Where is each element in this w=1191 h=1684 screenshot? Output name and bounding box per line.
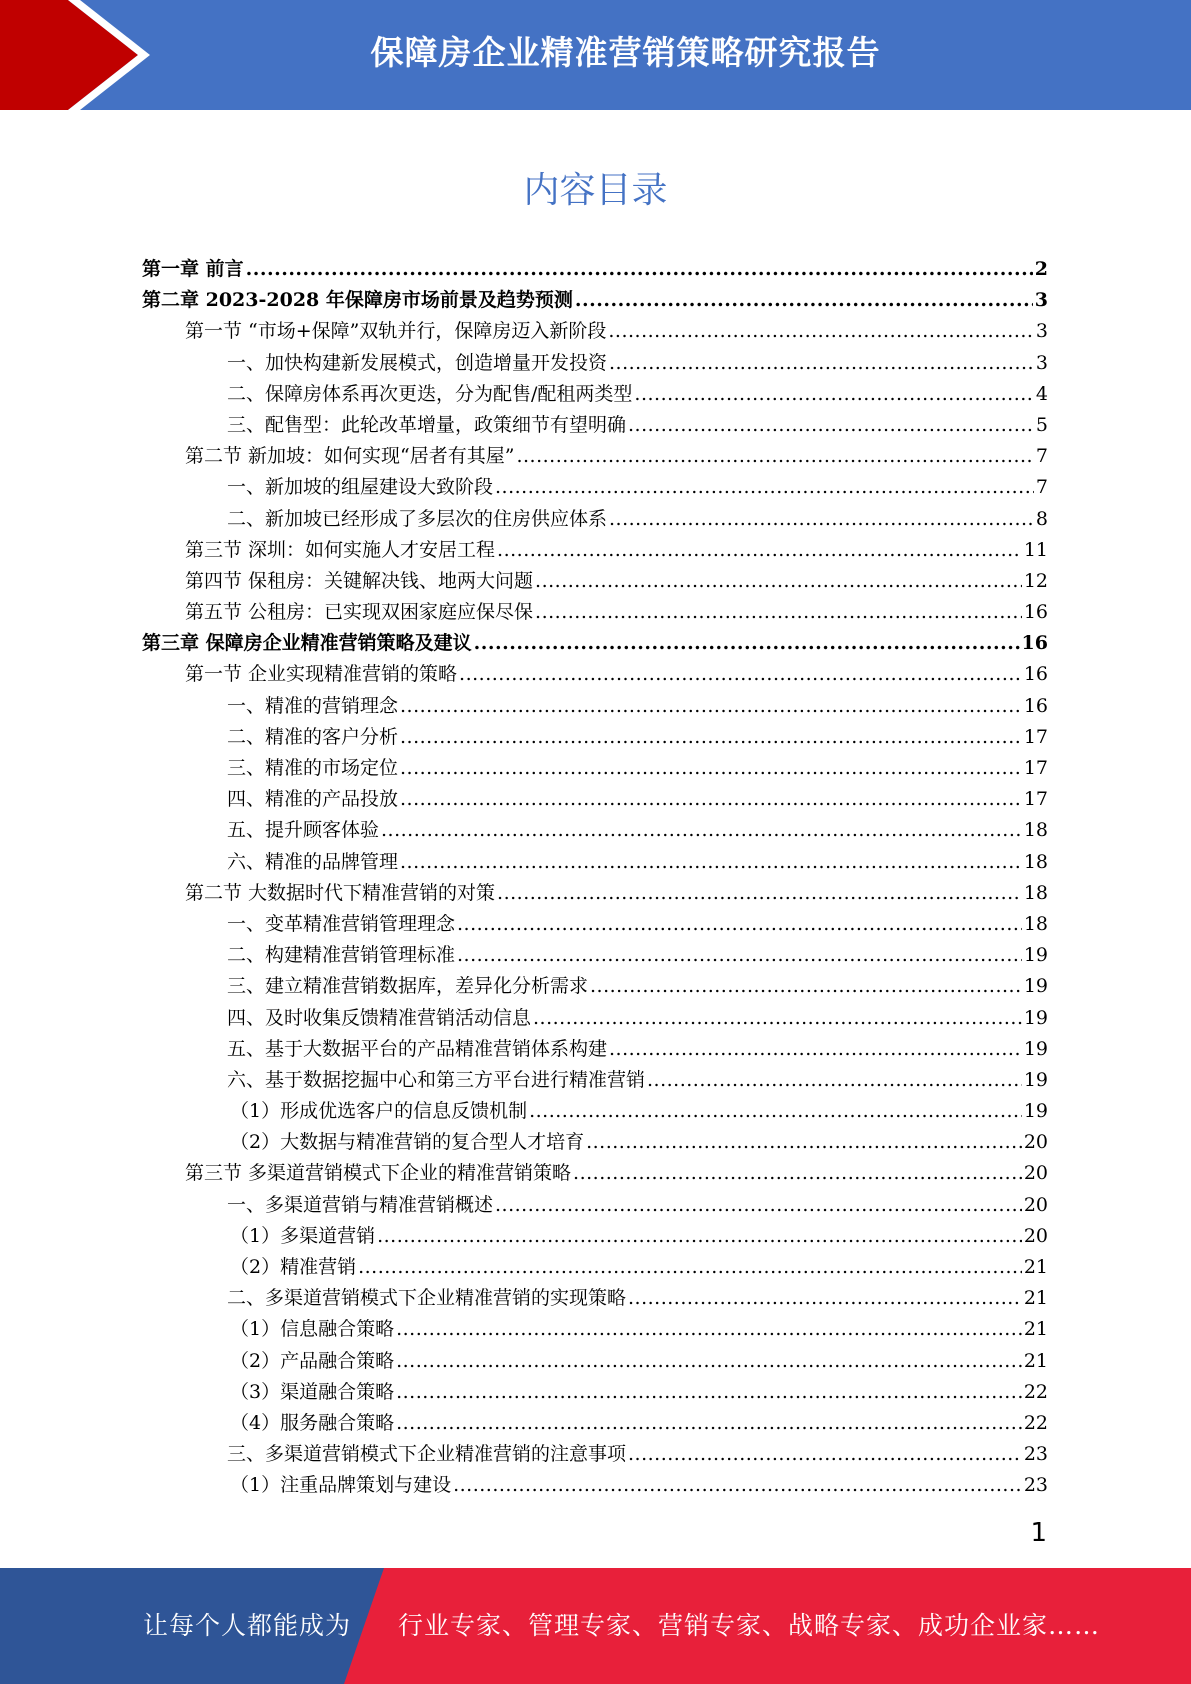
- toc-entry[interactable]: [142, 753, 1048, 784]
- toc-entry-title: 三、多渠道营销模式下企业精准营销的注意事项: [227, 1443, 627, 1466]
- toc-dot-leader: [628, 1283, 1022, 1314]
- header-banner: [0, 0, 1191, 110]
- toc-entry-title: 四、精准的产品投放: [227, 788, 399, 811]
- toc-entry-page: 22: [1023, 1380, 1048, 1403]
- toc-entry[interactable]: [142, 379, 1048, 410]
- toc-entry[interactable]: [142, 566, 1048, 597]
- toc-dot-leader: [609, 1034, 1022, 1065]
- toc-dot-leader: [457, 909, 1022, 940]
- toc-entry-page: 19: [1023, 1006, 1048, 1029]
- toc-entry-page: 19: [1023, 944, 1048, 967]
- toc-entry-title: 第一节 企业实现精准营销的策略: [185, 663, 458, 686]
- toc-entry[interactable]: [142, 348, 1048, 379]
- toc-entry-title: 二、保障房体系再次更迭，分为配售/配租两类型: [227, 382, 633, 405]
- toc-dot-leader: [400, 847, 1022, 878]
- toc-dot-leader: [459, 659, 1022, 690]
- toc-entry-title: （1）形成优选客户的信息反馈机制: [230, 1100, 528, 1123]
- toc-dot-leader: [628, 410, 1034, 441]
- toc-entry-page: 21: [1023, 1256, 1048, 1278]
- report-title: 保障房企业精准营销策略研究报告: [370, 33, 881, 72]
- toc-entry-title: 二、精准的客户分析: [227, 725, 399, 748]
- toc-entry-title: （3）渠道融合策略: [230, 1380, 395, 1403]
- toc-entry-page: 20: [1023, 1131, 1048, 1154]
- toc-entry-title: 一、变革精准营销管理理念: [227, 912, 456, 935]
- toc-entry-title: 一、精准的营销理念: [227, 694, 399, 717]
- toc-entry[interactable]: [142, 1408, 1048, 1439]
- toc-dot-leader: [609, 504, 1034, 535]
- toc-entry[interactable]: [142, 1252, 1048, 1283]
- toc-entry-title: 一、多渠道营销与精准营销概述: [227, 1193, 494, 1216]
- toc-entry-title: 第二章 2023-2028 年保障房市场前景及趋势预测: [142, 289, 573, 312]
- toc-dot-leader: [628, 1439, 1022, 1470]
- toc-entry[interactable]: [142, 1034, 1048, 1065]
- toc-entry-page: 17: [1023, 757, 1048, 779]
- toc-entry-title: 三、建立精准营销数据库，差异化分析需求: [227, 975, 589, 998]
- toc-dot-leader: [497, 878, 1022, 909]
- toc-entry[interactable]: [142, 504, 1048, 535]
- toc-entry-page: 21: [1023, 1349, 1048, 1372]
- toc-dot-leader: [453, 1470, 1022, 1501]
- toc-entry-page: 16: [1023, 694, 1048, 717]
- toc-dot-leader: [495, 1190, 1022, 1221]
- toc-entry-title: （2）大数据与精准营销的复合型人才培育: [230, 1131, 585, 1154]
- toc-entry-page: 18: [1023, 912, 1048, 935]
- toc-entry-title: 第一节 “市场+保障”双轨并行，保障房迈入新阶段: [185, 320, 607, 343]
- toc-entry[interactable]: [142, 815, 1048, 846]
- toc-entry[interactable]: [142, 254, 1048, 285]
- footer-slogan-right: 行业专家、管理专家、营销专家、战略专家、成功企业家……: [398, 1611, 1101, 1640]
- toc-entry[interactable]: [142, 316, 1048, 347]
- page-number: 1: [1030, 1518, 1047, 1548]
- toc-entry-page: 3: [1035, 320, 1048, 343]
- toc-entry[interactable]: [142, 659, 1048, 690]
- toc-entry[interactable]: [142, 1065, 1048, 1096]
- toc-entry-title: （2）精准营销: [230, 1256, 357, 1278]
- toc-entry-title: 二、构建精准营销管理标准: [227, 944, 456, 967]
- toc-entry-page: 17: [1023, 725, 1048, 748]
- toc-entry-title: 第三节 多渠道营销模式下企业的精准营销策略: [185, 1162, 572, 1185]
- toc-entry-title: 第一章 前言: [142, 258, 244, 280]
- toc-entry-page: 3: [1035, 351, 1048, 374]
- toc-entry-title: 第五节 公租房：已实现双困家庭应保尽保: [185, 601, 534, 624]
- toc-dot-leader: [246, 254, 1033, 285]
- toc-entry-title: （1）注重品牌策划与建设: [230, 1474, 452, 1497]
- toc-entry-title: 一、新加坡的组屋建设大致阶段: [227, 476, 494, 499]
- toc-dot-leader: [396, 1408, 1022, 1439]
- toc-entry[interactable]: [142, 1439, 1048, 1470]
- toc-entry-title: 六、精准的品牌管理: [227, 850, 399, 873]
- toc-entry-page: 2: [1034, 258, 1048, 280]
- toc-entry-page: 18: [1023, 850, 1048, 873]
- toc-dot-leader: [396, 1377, 1022, 1408]
- toc-dot-leader: [396, 1346, 1022, 1377]
- toc-entry-title: 第二节 新加坡：如何实现“居者有其屋”: [185, 445, 515, 468]
- toc-entry[interactable]: [142, 1003, 1048, 1034]
- toc-entry-title: 四、及时收集反馈精准营销活动信息: [227, 1006, 532, 1029]
- toc-entry-page: 4: [1035, 382, 1048, 405]
- toc-entry-page: 11: [1023, 538, 1048, 561]
- toc-dot-leader: [609, 348, 1034, 379]
- toc-entry[interactable]: [142, 1127, 1048, 1158]
- toc-entry[interactable]: [142, 597, 1048, 628]
- toc-entry[interactable]: [142, 285, 1048, 316]
- toc-dot-leader: [516, 441, 1033, 472]
- toc-entry-title: 一、加快构建新发展模式，创造增量开发投资: [227, 351, 608, 374]
- toc-entry[interactable]: [142, 909, 1048, 940]
- toc-entry-page: 3: [1034, 289, 1048, 312]
- toc-entry-page: 7: [1035, 476, 1048, 499]
- toc-dot-leader: [529, 1096, 1022, 1127]
- toc-dot-leader: [400, 722, 1022, 753]
- toc-dot-leader: [575, 285, 1033, 316]
- toc-entry-page: 23: [1023, 1474, 1048, 1497]
- toc-entry-title: 五、提升顾客体验: [227, 819, 380, 842]
- toc-entry-page: 22: [1023, 1411, 1048, 1434]
- toc-entry-page: 7: [1035, 445, 1048, 468]
- toc-entry-title: 第三节 深圳：如何实施人才安居工程: [185, 538, 496, 561]
- toc-entry-page: 16: [1021, 632, 1048, 655]
- toc-entry-page: 8: [1035, 507, 1048, 530]
- toc-entry-title: （2）产品融合策略: [230, 1349, 395, 1372]
- toc-entry-page: 18: [1023, 881, 1048, 904]
- toc-entry[interactable]: [142, 940, 1048, 971]
- toc-dot-leader: [533, 1003, 1022, 1034]
- toc-dot-leader: [535, 597, 1022, 628]
- toc-entry-page: 19: [1023, 1100, 1048, 1123]
- footer-slogan-left: 让每个人都能成为: [143, 1611, 352, 1640]
- toc-entry-page: 20: [1023, 1224, 1048, 1247]
- toc-entry-page: 19: [1023, 1037, 1048, 1060]
- toc-entry-page: 20: [1023, 1193, 1048, 1216]
- toc-dot-leader: [647, 1065, 1022, 1096]
- toc-dot-leader: [457, 940, 1022, 971]
- toc-entry[interactable]: [142, 628, 1048, 659]
- toc-entry[interactable]: [142, 971, 1048, 1002]
- toc-dot-leader: [474, 628, 1020, 659]
- toc-entry[interactable]: [142, 1377, 1048, 1408]
- toc-entry-page: 18: [1023, 819, 1048, 842]
- toc-entry[interactable]: [142, 1221, 1048, 1252]
- toc-entry[interactable]: [142, 441, 1048, 472]
- toc-entry[interactable]: [142, 1283, 1048, 1314]
- toc-dot-leader: [495, 472, 1034, 503]
- toc-entry-title: 第二节 大数据时代下精准营销的对策: [185, 881, 496, 904]
- toc-dot-leader: [381, 815, 1022, 846]
- toc-entry[interactable]: [142, 1470, 1048, 1501]
- toc-entry-page: 12: [1023, 569, 1048, 592]
- toc-entry[interactable]: [142, 472, 1048, 503]
- toc-entry[interactable]: [142, 722, 1048, 753]
- toc-entry-page: 19: [1023, 1068, 1048, 1091]
- toc-entry-title: （1）多渠道营销: [230, 1224, 376, 1247]
- toc-dot-leader: [400, 691, 1022, 722]
- toc-entry-page: 21: [1023, 1318, 1048, 1341]
- toc-entry[interactable]: [142, 1190, 1048, 1221]
- toc-dot-leader: [608, 316, 1034, 347]
- toc-entry[interactable]: [142, 878, 1048, 909]
- toc-heading: 内容目录: [523, 170, 668, 211]
- toc-entry-title: 五、基于大数据平台的产品精准营销体系构建: [227, 1037, 608, 1060]
- header-arrow-decoration: [0, 0, 150, 110]
- toc-dot-leader: [573, 1158, 1022, 1189]
- toc-entry-title: 第四节 保租房：关键解决钱、地两大问题: [185, 569, 534, 592]
- toc-dot-leader: [590, 971, 1022, 1002]
- toc-entry-title: 三、精准的市场定位: [227, 757, 399, 779]
- toc-entry[interactable]: [142, 1096, 1048, 1127]
- toc-entry[interactable]: [142, 1314, 1048, 1345]
- toc-entry-page: 23: [1023, 1443, 1048, 1466]
- toc-entry-page: 21: [1023, 1287, 1048, 1310]
- toc-dot-leader: [634, 379, 1034, 410]
- toc-dot-leader: [535, 566, 1022, 597]
- toc-entry-title: 六、基于数据挖掘中心和第三方平台进行精准营销: [227, 1068, 646, 1091]
- toc-entry[interactable]: [142, 691, 1048, 722]
- toc-entry-page: 16: [1023, 663, 1048, 686]
- toc-entry[interactable]: [142, 1158, 1048, 1189]
- toc-dot-leader: [377, 1221, 1022, 1252]
- toc-entry-title: 三、配售型：此轮改革增量，政策细节有望明确: [227, 413, 627, 436]
- toc-entry-title: 二、新加坡已经形成了多层次的住房供应体系: [227, 507, 608, 530]
- toc-entry-page: 20: [1023, 1162, 1048, 1185]
- toc-entry-title: 二、多渠道营销模式下企业精准营销的实现策略: [227, 1287, 627, 1310]
- table-of-contents: [142, 254, 1048, 1502]
- toc-dot-leader: [586, 1127, 1022, 1158]
- toc-entry-page: 5: [1035, 413, 1048, 436]
- toc-entry[interactable]: [142, 847, 1048, 878]
- toc-entry-title: （4）服务融合策略: [230, 1411, 395, 1434]
- toc-entry-page: 17: [1023, 788, 1048, 811]
- toc-dot-leader: [400, 753, 1022, 784]
- toc-dot-leader: [497, 535, 1022, 566]
- toc-dot-leader: [396, 1314, 1022, 1345]
- toc-entry[interactable]: [142, 535, 1048, 566]
- toc-dot-leader: [400, 784, 1022, 815]
- toc-entry-page: 16: [1023, 601, 1048, 624]
- toc-entry[interactable]: [142, 1346, 1048, 1377]
- toc-entry[interactable]: [142, 784, 1048, 815]
- toc-entry[interactable]: [142, 410, 1048, 441]
- toc-entry-page: 19: [1023, 975, 1048, 998]
- footer-banner: [0, 1568, 1191, 1684]
- toc-dot-leader: [358, 1252, 1022, 1283]
- toc-entry-title: 第三章 保障房企业精准营销策略及建议: [142, 632, 472, 655]
- toc-entry-title: （1）信息融合策略: [230, 1318, 395, 1341]
